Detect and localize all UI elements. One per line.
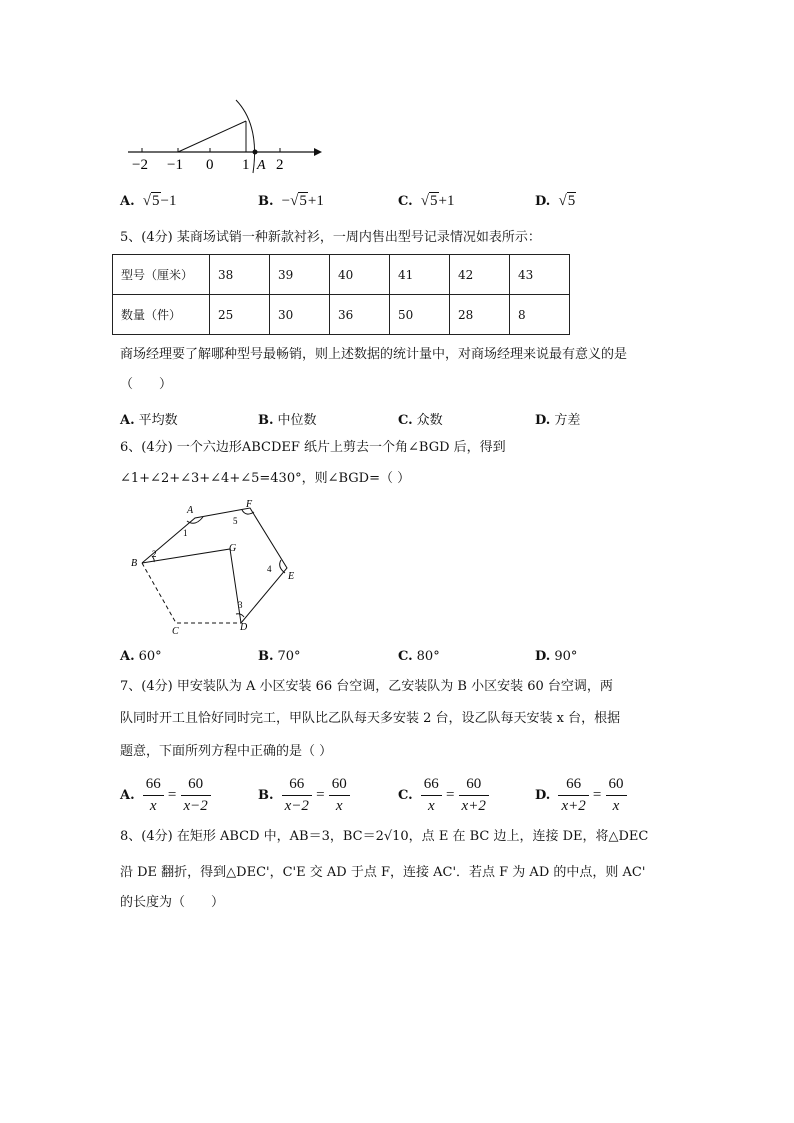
table-cell: 36 xyxy=(330,295,390,335)
table-cell: 38 xyxy=(210,255,270,295)
table-cell: 28 xyxy=(450,295,510,335)
cut-edges xyxy=(142,549,241,623)
q5-question-line1: 商场经理要了解哪种型号最畅销，则上述数据的统计量中，对商场经理来说最有意义的是 xyxy=(120,347,628,362)
tick-label: −1 xyxy=(167,157,183,173)
q5-option-c[interactable]: C. 众数 xyxy=(398,413,443,428)
q6-option-d[interactable]: D. 90° xyxy=(535,649,578,664)
q4-option-d[interactable]: D. √5 xyxy=(535,193,576,209)
q5-question-line2: （ ） xyxy=(120,377,173,392)
angle-label-2: 2 xyxy=(152,549,157,559)
q7-option-d[interactable]: D. $\frac{66}{x+2}$ = $\frac{60}{x}$ xyxy=(535,776,627,815)
axis-arrow xyxy=(314,148,322,156)
q7-option-c[interactable]: C. $\frac{66}{x}$ = $\frac{60}{x+2}$ xyxy=(398,776,489,815)
q4-option-c[interactable]: C. √5+1 xyxy=(398,193,455,209)
table-cell: 42 xyxy=(450,255,510,295)
cut-dashed-edges xyxy=(142,563,241,623)
vertex-label-c: C xyxy=(172,626,179,637)
vertex-label-f: F xyxy=(246,499,253,510)
table-cell: 8 xyxy=(510,295,570,335)
vertex-label-g: G xyxy=(229,543,237,554)
q6-option-c[interactable]: C. 80° xyxy=(398,649,440,664)
tick-label: 0 xyxy=(206,157,214,173)
table-cell: 25 xyxy=(210,295,270,335)
table-header: 型号（厘米） xyxy=(113,255,210,295)
q6-option-a[interactable]: A. 60° xyxy=(120,649,162,664)
q6-option-b[interactable]: B. 70° xyxy=(258,649,301,664)
number-line-figure xyxy=(120,95,330,180)
q8-line1: 8、(4分) 在矩形 ABCD 中，AB＝3，BC＝2√10，点 E 在 BC 边上，连接 DE，将△DEC xyxy=(120,829,649,844)
vertex-label-a: A xyxy=(187,505,194,516)
point-a-label: A xyxy=(257,158,266,173)
point-a xyxy=(253,150,258,155)
vertex-label-e: E xyxy=(288,571,295,582)
table-cell: 50 xyxy=(390,295,450,335)
q8-line2: 沿 DE 翻折，得到△DEC'，C'E 交 AD 于点 F，连接 AC'．若点 F 为 AD 的中点，则 AC' xyxy=(120,865,646,880)
hypotenuse xyxy=(178,121,246,152)
table-cell: 40 xyxy=(330,255,390,295)
table-cell: 41 xyxy=(390,255,450,295)
q6-stem-line1: 6、(4分) 一个六边形ABCDEF 纸片上剪去一个角∠BGD 后，得到 xyxy=(120,440,506,455)
hexagon-solid-edges xyxy=(142,508,287,623)
angle-label-1: 1 xyxy=(183,528,188,538)
q5-option-a[interactable]: A. 平均数 xyxy=(120,413,178,428)
hexagon-figure xyxy=(125,497,300,637)
q7-option-a[interactable]: A. $\frac{66}{x}$ = $\frac{60}{x-2}$ xyxy=(120,776,211,815)
tick-label: 1 xyxy=(242,157,250,173)
table-row xyxy=(113,255,570,295)
table-row xyxy=(113,295,570,335)
angle-label-4: 4 xyxy=(267,564,272,574)
q4-option-a[interactable]: A. √5−1 xyxy=(120,193,177,209)
vertex-label-b: B xyxy=(131,558,138,569)
q7-line2: 队同时开工且恰好同时完工，甲队比乙队每天多安装 2 台，设乙队每天安装 x 台，根据 xyxy=(120,711,621,726)
vertex-label-d: D xyxy=(240,622,248,633)
tick-label: −2 xyxy=(132,157,148,173)
q7-line1: 7、(4分) 甲安装队为 A 小区安装 66 台空调，乙安装队为 B 小区安装 60 台空调，两 xyxy=(120,679,613,694)
q6-stem-line2: ∠1+∠2+∠3+∠4+∠5=430°，则∠BGD=（ ） xyxy=(120,471,411,486)
table-header: 数量（件） xyxy=(113,295,210,335)
angle-label-3: 3 xyxy=(238,600,243,610)
q5-option-b[interactable]: B. 中位数 xyxy=(258,413,317,428)
angle-label-5: 5 xyxy=(233,516,238,526)
tick-label: 2 xyxy=(276,157,284,173)
q7-line3: 题意，下面所列方程中正确的是（ ） xyxy=(120,744,333,759)
table-cell: 43 xyxy=(510,255,570,295)
q5-stem: 5、(4分) 某商场试销一种新款衬衫，一周内售出型号记录情况如表所示： xyxy=(120,230,541,245)
q5-table xyxy=(112,254,570,335)
q8-line3: 的长度为（ ） xyxy=(120,895,225,910)
q4-option-b[interactable]: B. −√5+1 xyxy=(258,193,324,209)
table-cell: 39 xyxy=(270,255,330,295)
q7-option-b[interactable]: B. $\frac{66}{x-2}$ = $\frac{60}{x}$ xyxy=(258,776,350,815)
q5-option-d[interactable]: D. 方差 xyxy=(535,413,581,428)
table-cell: 30 xyxy=(270,295,330,335)
